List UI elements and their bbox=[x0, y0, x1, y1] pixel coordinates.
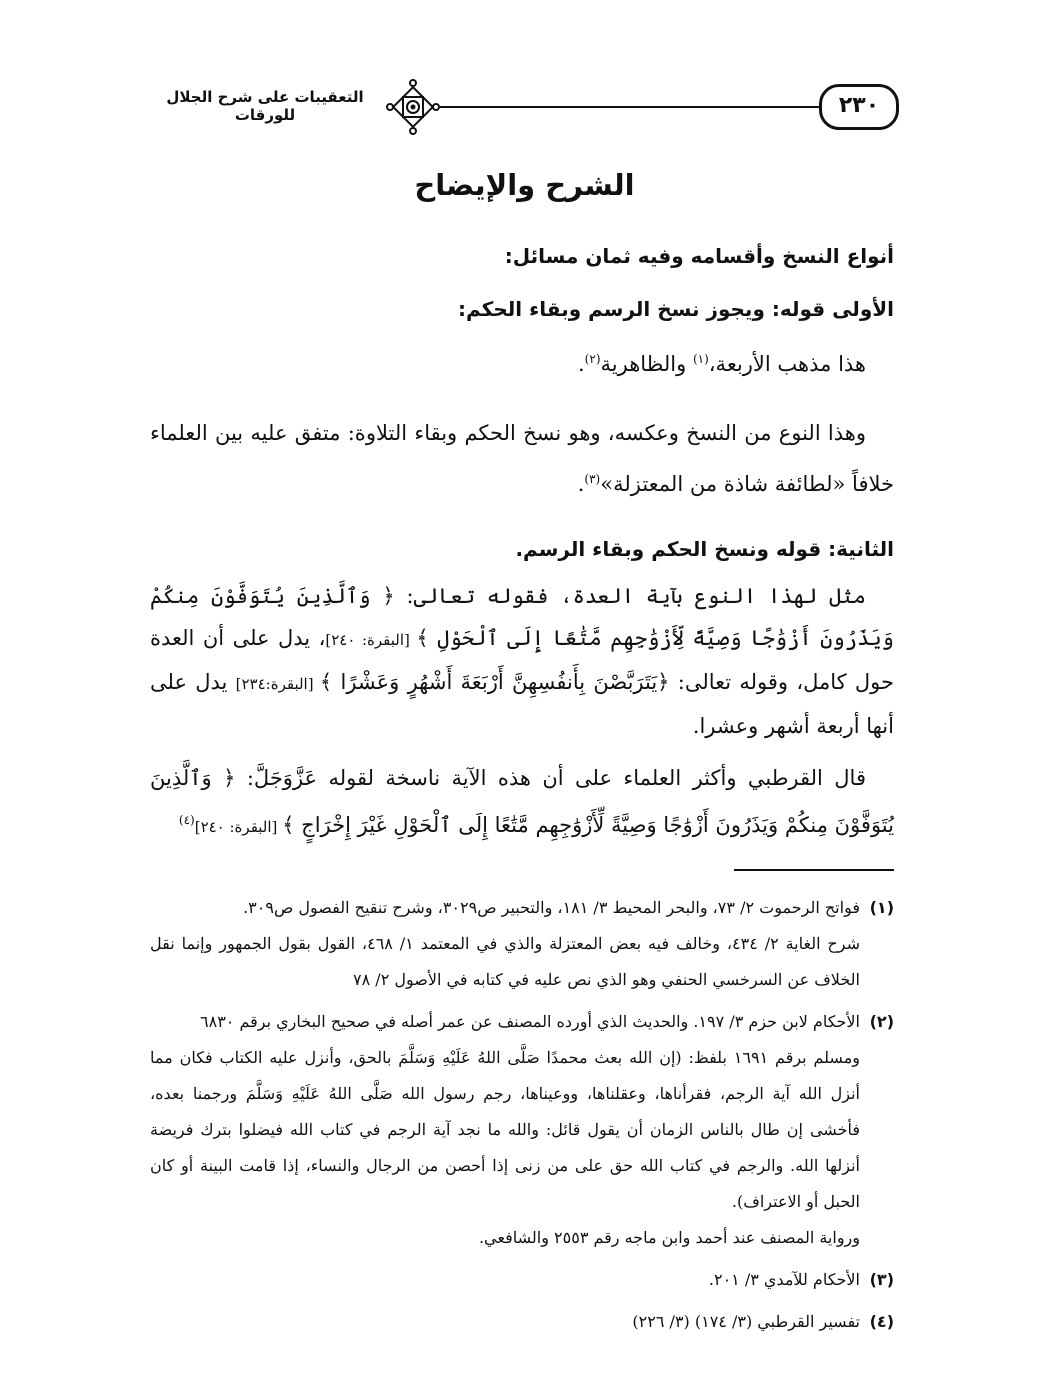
quran-verse-1: ﴿ وَٱلَّذِينَ يُتَوَفَّوْنَ مِنكُمْ وَيَذَرُونَ أَزْوَٰجًا وَصِيَّةً لِّأَزْوَٰجِهِم مَّتَٰعًا إِلَى ٱلْحَوْلِ ﴾ bbox=[150, 584, 894, 650]
footnotes bbox=[150, 890, 894, 1346]
footnote-ref-4[interactable]: (٤) bbox=[178, 813, 195, 827]
subsection-heading-second: الثانية: قوله ونسخ الحكم وبقاء الرسم. bbox=[515, 537, 894, 561]
book-title: التعقيبات على شرح الجلال للورقات bbox=[166, 88, 364, 124]
main-text bbox=[150, 244, 894, 848]
paragraph-idda-verse: مثل لهذا النوع بآية العدة، فقوله تعالى: ﴿ وَٱلَّذِينَ يُتَوَفَّوْنَ مِنكُمْ وَيَذَرُونَ أَزْوَٰجًا وَصِيَّةً لِّأَزْوَٰجِهِم مَّتَٰعًا إِلَى ٱلْحَوْلِ ﴾ [البقرة: ٢٤٠]، يدل على أن العدة حول كامل، وقوله تعالى: ﴿يَتَرَبَّصْنَ بِأَنفُسِهِنَّ أَرْبَعَةَ أَشْهُرٍ وَعَشْرًا ﴾ [البقرة:٢٣٤] يدل على أنها أربعة أشهر وعشرا. bbox=[150, 584, 894, 738]
footnote-ref-3[interactable]: (٣) bbox=[584, 472, 601, 486]
page-title: الشرح والإيضاح bbox=[414, 168, 635, 202]
ornament-icon bbox=[386, 78, 440, 136]
footnote-3: (٣)الأحكام للآمدي ٣/ ٢٠١. bbox=[150, 1262, 894, 1298]
footnote-2: (٢)الأحكام لابن حزم ٣/ ١٩٧. والحديث الذي أورده المصنف عن عمر أصله في صحيح البخاري برقم ٦٨٣٠ ومسلم برقم ١٦٩١ بلفظ: (إن الله بعث محمدًا صَلَّى اللهُ عَلَيْهِ وَسَلَّمَ بالحق، وأنزل عليه الكتاب فكان مما أنزل الله آية الرجم، فقرأناها، وعقلناها، ووعيناها، رجم رسول الله صَلَّى اللهُ عَلَيْهِ وَسَلَّمَ ورجمنا بعده، فأخشى إن طال بالناس الزمان أن يقول قائل: والله ما نجد آية الرجم في كتاب الله فيضلوا بترك فريضة أنزلها الله. والرجم في كتاب الله حق على من زنى إذا أحصن من الرجال والنساء، إذا قامت البينة أو كان الحبل أو الاعتراف). ورواية المصنف عند أحمد وابن ماجه رقم ٢٥٥٣ والشافعي. bbox=[150, 1004, 894, 1256]
footnote-number: (١) bbox=[869, 898, 894, 917]
footnote-1: (١)فواتح الرحموت ٢/ ٧٣، والبحر المحيط ٣/ ١٨١، والتحبير ص٣٠٢٩، وشرح تنقيح الفصول ص٣٠٩. شرح الغاية ٢/ ٤٣٤، وخالف فيه بعض المعتزلة والذي في المعتمد ١/ ٤٦٨، القول بقول الجمهور وإنما نقل الخلاف عن السرخسي الحنفي وهو الذي نص عليه في كتابه في الأصول ٢/ ٧٨ bbox=[150, 890, 894, 998]
footnote-number: (٤) bbox=[869, 1312, 894, 1331]
footnote-4: (٤)تفسير القرطبي (٣/ ١٧٤) (٣/ ٢٢٦) bbox=[150, 1304, 894, 1340]
paragraph-qurtubi: قال القرطبي وأكثر العلماء على أن هذه الآية ناسخة لقوله عَزَّوَجَلَّ: ﴿ وَٱلَّذِينَ يُتَوَفَّوْنَ مِنكُمْ وَيَذَرُونَ أَزْوَٰجًا وَصِيَّةً لِّأَزْوَٰجِهِم مَّتَٰعًا إِلَى ٱلْحَوْلِ غَيْرَ إِخْرَاجٍ ﴾ [البقرة: ٢٤٠]$^{(٤)}$ bbox=[150, 766, 894, 837]
paragraph-schools: هذا مذهب الأربعة،$^{(١)}$ والظاهرية$^{(٢)}$. bbox=[577, 352, 866, 376]
verse-reference-1: [البقرة: ٢٤٠] bbox=[325, 631, 417, 649]
paragraph-agreement: وهذا النوع من النسخ وعكسه، وهو نسخ الحكم وبقاء التلاوة: متفق عليه بين العلماء خلافاً «لطائفة شاذة من المعتزلة»$^{(٣)}$. bbox=[150, 421, 894, 496]
footnote-ref-1[interactable]: (١) bbox=[692, 352, 709, 366]
verse-reference-3: [البقرة: ٢٤٠] bbox=[194, 818, 283, 836]
running-header bbox=[150, 78, 899, 138]
footnote-number: (٣) bbox=[869, 1270, 894, 1289]
footnote-divider bbox=[734, 869, 894, 871]
verse-reference-2: [البقرة:٢٣٤] bbox=[235, 675, 320, 693]
header-rule bbox=[440, 106, 819, 108]
page-number: ٢٣٠ bbox=[819, 84, 899, 130]
quran-verse-3: ﴿ وَٱلَّذِينَ يُتَوَفَّوْنَ مِنكُمْ وَيَذَرُونَ أَزْوَٰجًا وَصِيَّةً لِّأَزْوَٰجِهِم مَّتَٰعًا إِلَى ٱلْحَوْلِ غَيْرَ إِخْرَاجٍ ﴾ bbox=[150, 766, 894, 837]
quran-verse-2: ﴿يَتَرَبَّصْنَ بِأَنفُسِهِنَّ أَرْبَعَةَ أَشْهُرٍ وَعَشْرًا ﴾ bbox=[319, 670, 670, 694]
footnote-ref-2[interactable]: (٢) bbox=[584, 352, 601, 366]
footnote-number: (٢) bbox=[869, 1012, 894, 1031]
section-heading: أنواع النسخ وأقسامه وفيه ثمان مسائل: bbox=[504, 244, 894, 268]
subsection-heading-first: الأولى قوله: ويجوز نسخ الرسم وبقاء الحكم: bbox=[458, 297, 894, 321]
